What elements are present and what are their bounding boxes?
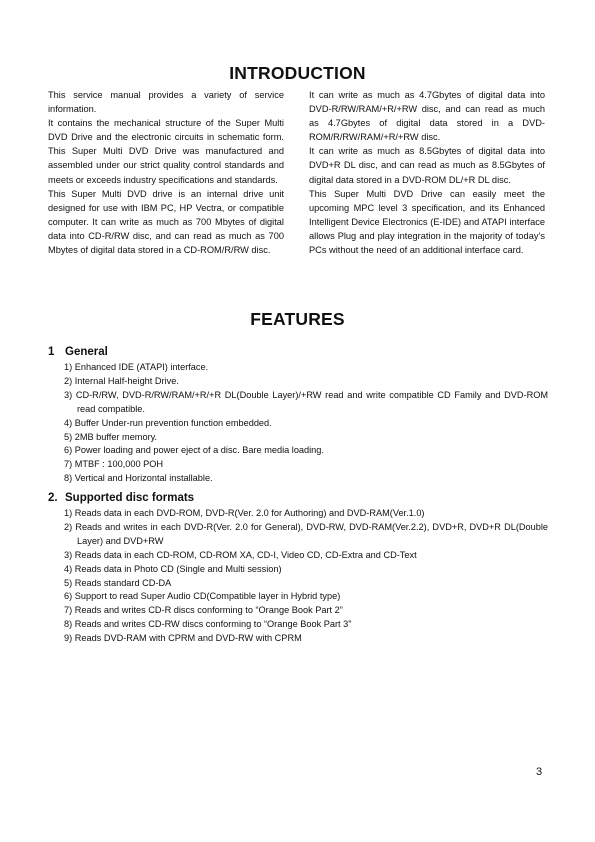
list-item: 7) MTBF : 100,000 POH [64,459,164,470]
list-item: 9) Reads DVD-RAM with CPRM and DVD-RW with CPRM [64,633,302,644]
features-heading: FEATURES [250,309,345,329]
section-title: General [65,346,108,358]
page-number: 3 [536,766,543,778]
list-item: 5) 2MB buffer memory. [64,431,158,442]
section-number: 2. [48,492,58,504]
intro-paragraph: This Super Multi DVD drive is an internal drive unit designed for use with IBM PC, HP Vectra, or compatible computer. It can write as much as 700 Mbytes of digital data into CD-R/RW disc, and can read as much as 700 Mbytes of digital data stored in a CD-ROM/R/RW disc. [48,188,284,256]
section-heading [48,491,548,505]
intro-left-column [48,88,284,257]
list-item: 6) Power loading and power eject of a disc. Bare media loading. [64,445,324,456]
list-item: 2) Internal Half-height Drive. [64,375,179,386]
list-item: 7) Reads and writes CD-R discs conforming to “Orange Book Part 2” [64,605,343,616]
list-item: 1) Reads data in each DVD-ROM, DVD-R(Ver. 2.0 for Authoring) and DVD-RAM(Ver.1.0) [64,508,425,518]
intro-paragraph: This service manual provides a variety of service information. [48,90,284,115]
intro-right-column [309,88,545,257]
intro-paragraph: This Super Multi DVD Drive can easily meet the upcoming MPC level 3 specification, and its Enhanced Intelligent Device Electronics (E-IDE) and ATAPI interface allows Plug and play integration in the majority of today’s PCs without the need of an additional interface card. [309,188,545,256]
list-item: 8) Reads and writes CD-RW discs conforming to “Orange Book Part 3” [64,619,352,630]
list-item: 3) Reads data in each CD-ROM, CD-ROM XA, CD-I, Video CD, CD-Extra and CD-Text [64,549,417,560]
section-supported-disc-formats [48,491,548,646]
list-item: 2) Reads and writes in each DVD-R(Ver. 2.0 for General), DVD-RW, DVD-RAM(Ver.2.2), DVD+R, DVD+R DL(Double Layer) and DVD+RW [64,521,548,546]
list-item: 6) Support to read Super Audio CD(Compatible layer in Hybrid type) [64,591,341,602]
list-item: 5) Reads standard CD-DA [64,577,172,588]
section-number: 1 [48,346,55,358]
section-title: Supported disc formats [65,492,195,504]
section-general [48,345,548,486]
section-heading [48,345,548,359]
intro-paragraph: It can write as much as 8.5Gbytes of digital data into DVD+R DL disc, and can read as much as 8.5Gbytes of digital data stored in a DVD-ROM DL/+R DL disc. [309,146,545,185]
feature-list [48,507,548,646]
list-item: 4) Buffer Under-run prevention function embedded. [64,417,272,428]
list-item: 8) Vertical and Horizontal installable. [64,473,213,484]
list-item: 3) CD-R/RW, DVD-R/RW/RAM/+R/+R DL(Double Layer)/+RW read and write compatible CD Family and DVD-ROM read compatible. [64,389,548,414]
list-item: 1) Enhanced IDE (ATAPI) interface. [64,362,209,372]
feature-list [48,361,548,486]
introduction-heading: INTRODUCTION [229,63,366,83]
intro-paragraph: It contains the mechanical structure of the Super Multi DVD Drive and the electronic circuits in schematic form. This Super Multi DVD Drive was manufactured and assembled under our strict quality control standards and meets or exceeds industry specifications and standards. [48,118,284,185]
list-item: 4) Reads data in Photo CD (Single and Multi session) [64,563,282,574]
intro-paragraph: It can write as much as 4.7Gbytes of digital data into DVD-R/RW/RAM/+R/+RW disc, and can read as much as 4.7Gbytes of digital data stored in a DVD-ROM/R/RW/RAM/+R/+RW disc. [309,90,545,143]
